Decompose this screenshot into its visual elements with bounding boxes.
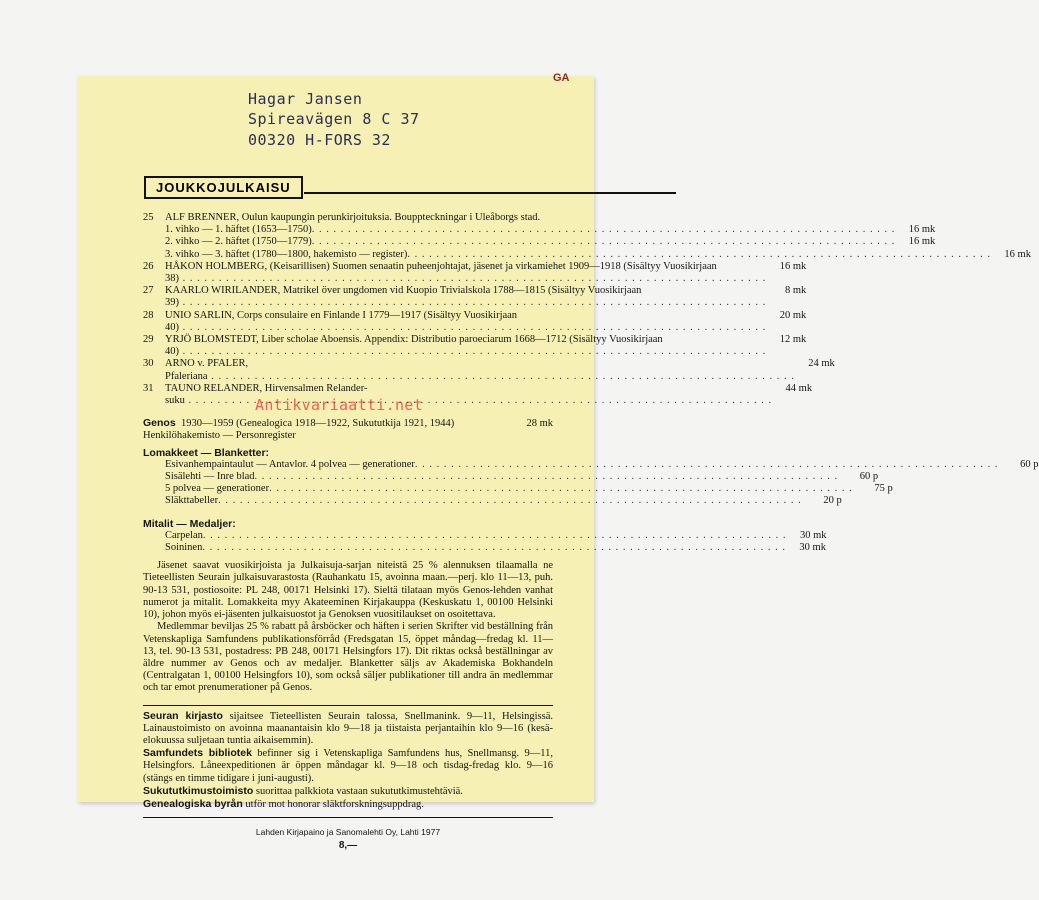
address-line-2: Spireavägen 8 C 37 xyxy=(248,110,420,128)
item-text: ALF BRENNER, Oulun kaupungin perunkirjoituksia. Bouppteckningar i Uleåborgs stad. xyxy=(165,212,541,223)
medal-row-price: 30 mk xyxy=(799,529,827,541)
form-row-text: Sisälehti — Inre blad xyxy=(165,471,255,483)
watermark: Antikvariaatti.net xyxy=(255,396,423,414)
publication-item xyxy=(143,334,807,358)
item-number: 29 xyxy=(143,334,154,346)
item-number: 27 xyxy=(143,285,154,297)
item-text: KAARLO WIRILANDER, Matrikel över ungdomen vid Kuopio Trivialskola 1788—1815 (Sisältyy Vuosikirjaan 39) . . . xyxy=(165,285,766,309)
info-paragraph: Seuran kirjasto sijaitsee Tieteellisten Seurain talossa, Snellmanink. 9—11, Helsingissä. Lainaustoimisto on avoinna maanantaisin klo 9—18 ja tiistaista perjantaihin klo 9—16 (kesä-elokuussa suljetaan tuntia aikaisemmin). xyxy=(143,709,553,746)
item-price: 44 mk xyxy=(785,382,813,394)
divider-bottom xyxy=(143,817,553,818)
form-row-price: 20 p xyxy=(823,495,842,507)
author-name: ALF BRENNER xyxy=(165,212,237,223)
paragraph-finnish: Jäsenet saavat vuosikirjoista ja Julkaisuja-sarjan niteistä 25 % alennuksen tilaamalla ne Tieteellisten Seurain julkaisuvarastosta (Rauhankatu 15, avoinna maan.—perj. klo 11—13, puh. 90-13 531, postiosoite: PL 248, 00171 Helsinki 17). Sieltä tilataan myös Genos-lehden vanhat numerot ja mitalit. Lomakkeita myy Akateeminen Kirjakauppa (Keskuskatu 1, 00100 Helsinki 10), johon myös ei-jäsenten julkaisuostot ja Genoksen vuositilaukset on osoitettava. xyxy=(143,560,553,621)
form-row xyxy=(143,495,842,507)
item-text: YRJÖ BLOMSTEDT, Liber scholae Aboensis. Appendix: Distributio paroeciarum 1668—1712 (Sisältyy Vuosikirjaan 40) . . . xyxy=(165,334,766,358)
info-paragraph: Samfundets bibliotek befinner sig i Vetenskapliga Samfundens hus, Snellmansg. 9—11, Helsingfors. Låneexpeditionen är öppen måndagar kl. 9—18 och tisdag-fredag klo. 9—16 (stängs en timme tidigare i juni-augusti). xyxy=(143,747,554,784)
genos-text: 1930—1959 (Genealogica 1918—1922, Sukututkija 1921, 1944) Henkilöhakemisto — Personregister xyxy=(143,418,455,442)
leader-dots xyxy=(179,322,766,333)
item-number: 25 xyxy=(143,212,154,223)
medal-row-text: Carpelan xyxy=(165,529,203,541)
item-text: UNIO SARLIN, Corps consulaire en Finlande I 1779—1917 (Sisältyy Vuosikirjaan 40) . . . xyxy=(165,310,766,334)
lomakkeet-label: Lomakkeet — Blanketter: xyxy=(143,446,270,459)
author-name: ARNO v. PFALER xyxy=(165,358,246,370)
publication-item xyxy=(143,248,1031,261)
item-text: TAUNO RELANDER, Hirvensalmen Relander-suku . . . xyxy=(165,383,772,407)
item-subpart: 1. vihko — 1. häftet (1653—1750) xyxy=(165,224,312,236)
mitalit-label: Mitalit — Medaljer: xyxy=(143,517,236,530)
leader-dots xyxy=(185,395,772,406)
author-name: TAUNO RELANDER xyxy=(165,382,260,394)
leader-dots xyxy=(208,371,795,382)
form-row xyxy=(143,483,893,495)
item-price: 16 mk xyxy=(779,260,807,272)
publication-item xyxy=(143,224,936,236)
form-row-text: 5 polvea — generationer xyxy=(165,483,270,495)
heading-rule xyxy=(304,192,676,194)
leader-dots xyxy=(202,542,786,554)
publication-item xyxy=(143,358,835,382)
leader-dots xyxy=(312,236,896,248)
author-name: YRJÖ BLOMSTEDT xyxy=(165,334,257,346)
info-title: Sukututkimustoimisto xyxy=(143,784,254,797)
item-text: ARNO v. PFALER, Pfaleriana . . . xyxy=(165,358,795,382)
publication-item xyxy=(143,212,553,224)
form-row-price: 60 p xyxy=(859,471,879,483)
form-row-text: Esivanhempaintaulut — Antavlor. 4 polvea — generationer xyxy=(165,458,415,470)
item-price: 16 mk xyxy=(1004,248,1031,260)
leader-dots xyxy=(179,297,766,308)
publication-item xyxy=(143,260,807,285)
publication-item xyxy=(143,236,936,248)
item-subpart: 3. vihko — 3. häftet (1780—1800, hakemisto — register) xyxy=(165,248,408,260)
form-row xyxy=(143,471,879,483)
info-paragraph: Genealogiska byrån utför mot honorar släktforskningsuppdrag. xyxy=(143,797,424,810)
item-number: 26 xyxy=(143,260,154,272)
leader-dots xyxy=(203,530,787,542)
paragraph-swedish: Medlemmar beviljas 25 % rabatt på årsböcker och häften i serien Skrifter vid beställning från Vetenskapliga Samfundens publikationsförråd (Fredsgatan 15, öppet måndag—fredag kl. 11—13, tel. 90-13 531, postadress: PB 248, 00171 Helsingfors 17). Dit riktas också beställningar av äldre nummer av Genos och av medaljer. Blanketter säljs av Akademiska Bokhandeln (Centralgatan 1, 00100 Helsingfors 10), som också säljer publikationer till andra än medlemmar och tar emot prenumerationer på Genos. xyxy=(143,621,553,694)
info-title: Samfundets bibliotek xyxy=(143,747,252,760)
mitalit-list xyxy=(143,529,827,554)
info-title: Genealogiska byrån xyxy=(143,797,243,810)
genos-label: Genos xyxy=(143,417,176,430)
item-subpart: 2. vihko — 2. häftet (1750—1779) xyxy=(165,236,312,248)
leader-dots xyxy=(255,471,839,483)
item-text: HÅKON HOLMBERG, (Keisarillisen) Suomen senaatin puheenjohtajat, jäsenet ja virkamiehet 1909—1918 (Sisältyy Vuosikirjaan 38) . . . xyxy=(165,261,766,285)
cover-price: 8,— xyxy=(338,840,358,852)
items-list xyxy=(143,212,1031,407)
form-row-price: 75 p xyxy=(874,483,893,495)
medal-row-price: 30 mk xyxy=(799,542,826,554)
divider xyxy=(143,705,553,706)
address-line-1: Hagar Jansen xyxy=(248,90,363,108)
info-paragraph: Sukututkimustoimisto suorittaa palkkiota vastaan sukututkimustehtäviä. xyxy=(143,784,463,797)
item-number: 31 xyxy=(143,382,154,394)
author-name: HÅKON HOLMBERG xyxy=(165,260,265,272)
leader-dots xyxy=(269,483,853,495)
item-price: 12 mk xyxy=(779,334,807,346)
medal-row xyxy=(143,542,826,554)
item-price: 16 mk xyxy=(908,236,936,248)
item-price: 16 mk xyxy=(908,224,936,236)
lomakkeet-list xyxy=(143,458,1039,508)
leader-dots xyxy=(415,459,999,471)
genos-price: 28 mk xyxy=(526,418,553,430)
author-name: KAARLO WIRILANDER xyxy=(165,285,278,297)
genos-row xyxy=(143,417,553,442)
publication-list xyxy=(143,212,1039,853)
publication-item xyxy=(143,309,807,334)
heading-row xyxy=(144,176,303,199)
medal-row xyxy=(143,529,827,542)
corner-mark: GA xyxy=(553,72,570,84)
publication-item xyxy=(143,285,807,309)
leader-dots xyxy=(407,249,991,261)
leader-dots xyxy=(179,273,766,284)
heading-box: JOUKKOJULKAISU xyxy=(144,176,303,199)
form-row-text: Släkttabeller xyxy=(165,495,219,507)
item-number: 30 xyxy=(143,358,154,370)
printer-line: Lahden Kirjapaino ja Sanomalehti Oy, Lahti 1977 xyxy=(255,827,441,838)
item-price: 20 mk xyxy=(779,309,807,321)
item-price: 24 mk xyxy=(808,358,835,370)
author-name: UNIO SARLIN xyxy=(165,309,232,321)
address-line-3: 00320 H-FORS 32 xyxy=(248,131,391,149)
leader-dots xyxy=(312,224,896,236)
leader-dots xyxy=(218,495,802,507)
item-price: 8 mk xyxy=(784,285,807,297)
form-row xyxy=(143,458,1039,471)
info-list xyxy=(143,710,553,812)
item-number: 28 xyxy=(143,309,154,321)
publication-item xyxy=(143,382,813,407)
leader-dots xyxy=(179,346,766,357)
info-title: Seuran kirjasto xyxy=(143,709,223,722)
medal-row-text: Soininen xyxy=(165,542,203,554)
form-row-price: 60 p xyxy=(1020,458,1039,470)
